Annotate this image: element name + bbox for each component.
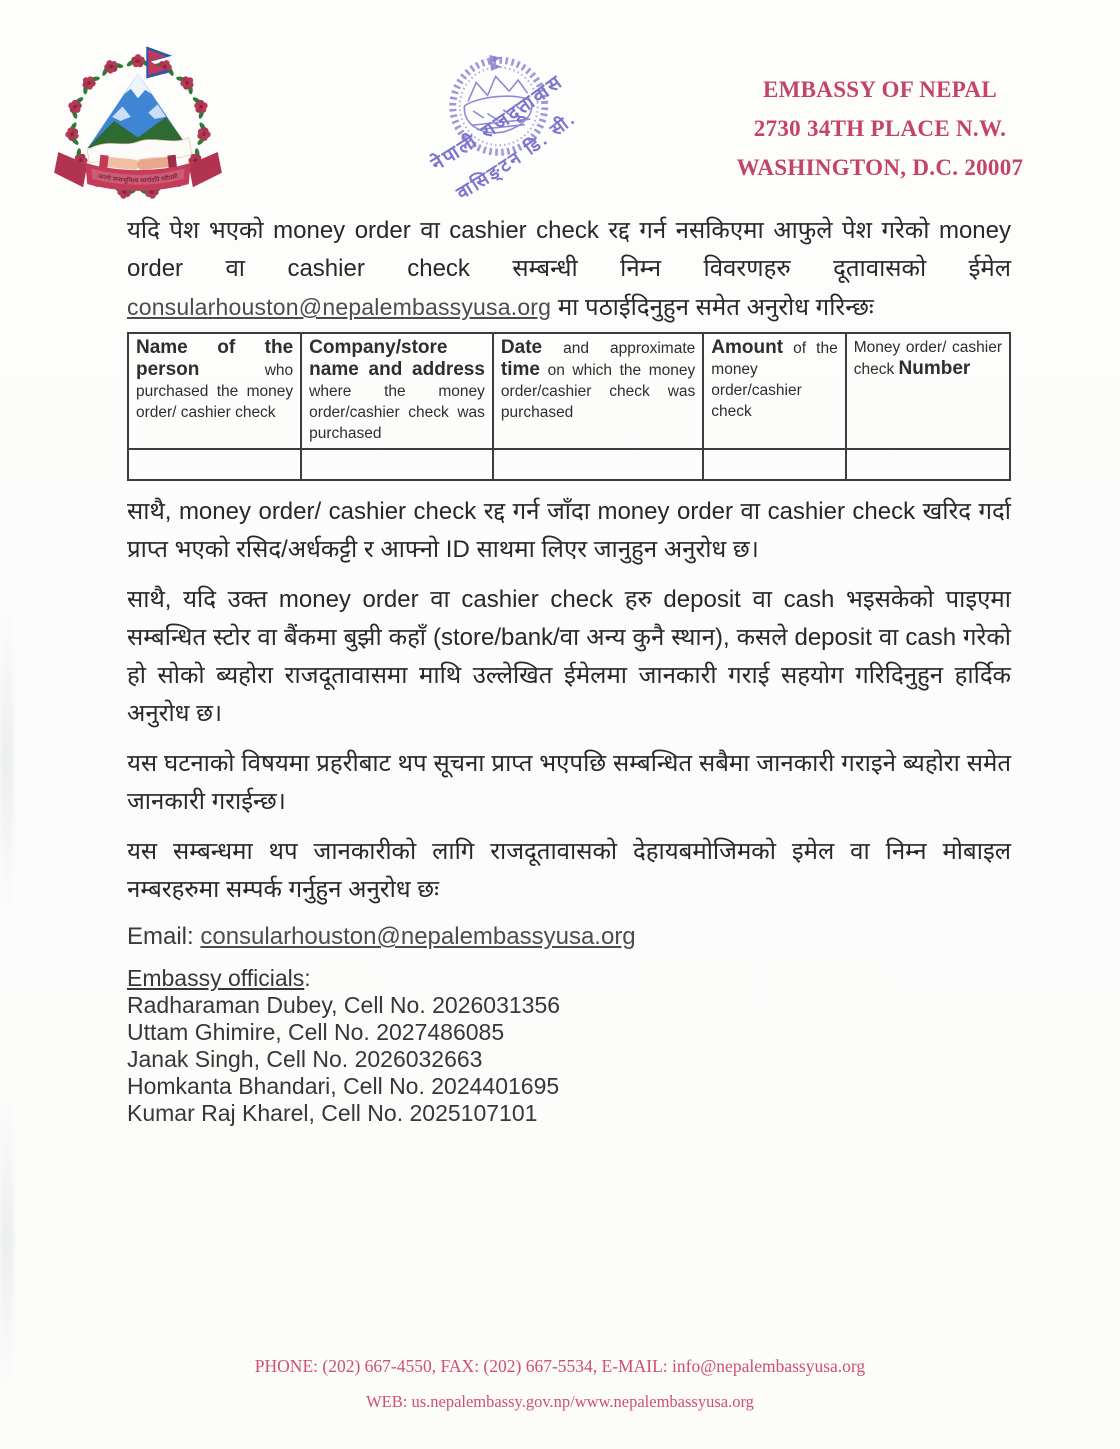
nepal-coat-of-arms xyxy=(50,44,226,200)
contact-email-line xyxy=(127,923,1011,951)
col-date-time xyxy=(493,333,703,449)
letterhead xyxy=(726,70,1034,187)
intro-paragraph xyxy=(127,212,1011,327)
officials-heading-line xyxy=(127,965,1011,992)
col-company-store xyxy=(301,333,493,449)
letter-body xyxy=(127,212,1011,1127)
emblem-motto-text: जननी जन्मभूमिश्च स्वर्गादपि गरीयसी xyxy=(97,172,179,185)
email-label: Email: xyxy=(127,923,201,950)
col-amount xyxy=(703,333,845,449)
body-paragraph: यस सम्बन्धमा थप जानकारीको लागि राजदूतावासको देहायबमोजिमको इमेल वा निम्न मोबाइल नम्बरहरुमा सम्पर्क गर्नुहुन अनुरोध छः xyxy=(127,838,1011,903)
table-empty-row xyxy=(128,449,1010,480)
empty-cell xyxy=(128,449,301,480)
header-bold-text: Amount xyxy=(711,337,784,358)
official-entry: Homkanta Bhandari, Cell No. 2024401695 xyxy=(127,1073,560,1099)
col-purchaser-name xyxy=(128,333,301,449)
scan-artifact xyxy=(0,600,14,920)
header-regular-text: and approximate xyxy=(542,340,696,357)
header-regular-text: who purchased the money order/ cashier check xyxy=(136,362,294,421)
officials-heading-colon: : xyxy=(304,965,311,991)
stamp-text-line2: वासिङ्टन डि. सी. xyxy=(453,107,580,204)
body-paragraph: यस घटनाको विषयमा प्रहरीबाट थप सूचना प्राप्त भएपछि सम्बन्धित सबैमा जानकारी गराइने ब्यहोरा समेत जानकारी गराईन्छ। xyxy=(127,750,1011,815)
officials-heading: Embassy officials xyxy=(127,965,305,991)
consular-email-inline: consularhouston@nepalembassyusa.org xyxy=(127,294,552,320)
header-bold-text: time xyxy=(500,359,540,380)
embassy-ink-stamp xyxy=(418,36,586,212)
embassy-address-line1: 2730 34TH PLACE N.W. xyxy=(753,116,1007,141)
header-bold-text: Date xyxy=(500,337,543,358)
empty-cell xyxy=(846,449,1010,480)
consular-email-link: consularhouston@nepalembassyusa.org xyxy=(200,923,636,950)
col-check-number xyxy=(846,333,1010,449)
embassy-officials-section xyxy=(127,965,1011,1127)
official-entry: Janak Singh, Cell No. 2026032663 xyxy=(127,1046,483,1072)
empty-cell xyxy=(703,449,845,480)
scan-artifact xyxy=(0,1090,14,1390)
header-regular-text: on which the money order/cashier check was purchased xyxy=(500,362,696,421)
empty-cell xyxy=(301,449,493,480)
table-header-row xyxy=(128,333,1010,449)
intro-text-after: मा पठाईदिनुहुन समेत अनुरोध गरिन्छः xyxy=(551,294,874,321)
intro-text-before: यदि पेश भएको money order वा cashier check रद्द गर्न नसकिएमा आफुले पेश गरेको money order वा cashier check सम्बन्धी निम्न विवरणहरु दूतावासको ईमेल xyxy=(127,217,1011,282)
footer-contact-line: PHONE: (202) 667-4550, FAX: (202) 667-5534, E-MAIL: info@nepalembassyusa.org xyxy=(254,1356,866,1376)
embassy-address-line2: WASHINGTON, D.C. 20007 xyxy=(736,155,1024,180)
official-entry: Uttam Ghimire, Cell No. 2027486085 xyxy=(127,1019,505,1045)
footer-web-line: WEB: us.nepalembassy.gov.np/www.nepalembassyusa.org xyxy=(366,1392,754,1411)
header-bold-text: Number xyxy=(898,358,971,379)
official-entry: Radharaman Dubey, Cell No. 2026031356 xyxy=(127,992,561,1018)
body-paragraph: साथै, money order/ cashier check रद्द गर्न जाँदा money order वा cashier check खरिद गर्दा प्राप्त भएको रसिद/अर्धकट्टी र आफ्नो ID साथमा लिएर जानुहुन अनुरोध छ। xyxy=(127,498,1011,563)
official-entry: Kumar Raj Kharel, Cell No. 2025107101 xyxy=(127,1100,538,1126)
header-bold-text: Company/store name and address xyxy=(309,337,485,380)
empty-cell xyxy=(493,449,703,480)
header-bold-text: Name of the person xyxy=(136,337,294,380)
header-regular-text: Money order/ cashier check xyxy=(853,339,1002,378)
stamp-text-line1: नेपाली राजदूतावास xyxy=(427,70,568,176)
money-order-details-table xyxy=(127,332,1011,481)
body-paragraph: साथै, यदि उक्त money order वा cashier check हरु deposit वा cash भइसकेको पाइएमा सम्बन्धित स्टोर वा बैंकमा बुझी कहाँ (store/bank/वा अन्य कुनै स्थान), कसले deposit वा cash गरेको हो सोको ब्यहोरा राजदूतावासमा माथि उल्लेखित ईमेलमा जानकारी गराई सहयोग गरिदिनुहुन हार्दिक अनुरोध छ। xyxy=(127,586,1011,727)
embassy-name: EMBASSY OF NEPAL xyxy=(763,77,997,102)
header-regular-text: where the money order/cashier check was purchased xyxy=(309,383,485,442)
header-regular-text: of the money order/cashier check xyxy=(711,340,838,420)
